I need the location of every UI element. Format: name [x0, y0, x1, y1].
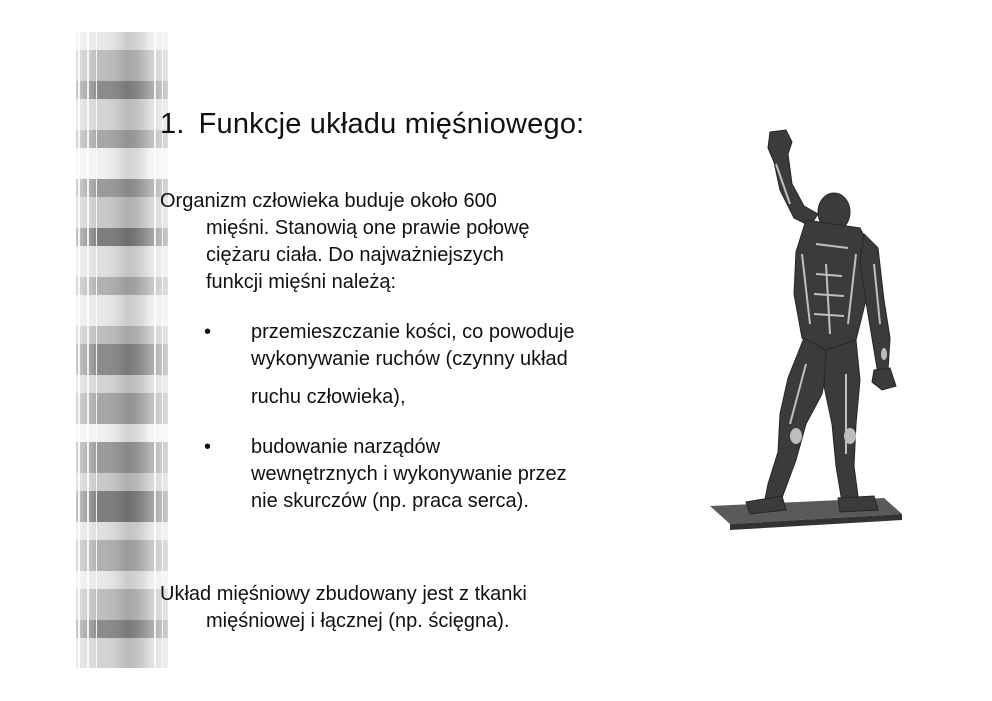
closing-line: Układ mięśniowy zbudowany jest z tkanki: [160, 583, 527, 605]
slide-title: [160, 108, 584, 141]
intro-line: ciężaru ciała. Do najważniejszych: [206, 244, 504, 266]
bullet-item: [160, 434, 680, 515]
bullet-line: nie skurczów (np. praca serca).: [251, 490, 529, 512]
intro-line: mięśni. Stanowią one prawie połowę: [206, 217, 530, 239]
bullet-line: ruchu człowieka),: [251, 386, 406, 408]
bullet-line: budowanie narządów: [251, 436, 441, 458]
intro-paragraph: [160, 188, 680, 296]
bullet-line: wykonywanie ruchów (czynny układ: [251, 348, 568, 370]
closing-line: mięśniowej i łącznej (np. ścięgna).: [206, 610, 510, 632]
title-number: 1.: [160, 108, 185, 140]
anatomical-muscle-figure: [706, 124, 906, 558]
title-text: Funkcje układu mięśniowego:: [198, 108, 585, 140]
decorative-striped-bar: [76, 32, 168, 668]
bullet-item: [160, 319, 680, 411]
intro-line: funkcji mięśni należą:: [206, 271, 397, 293]
closing-paragraph: [160, 581, 680, 635]
bullet-dot-icon: •: [204, 321, 212, 343]
bullet-line: przemieszczanie kości, co powoduje: [251, 321, 575, 343]
intro-line: Organizm człowieka buduje około 600: [160, 190, 497, 212]
bullet-line: wewnętrznych i wykonywanie przez: [251, 463, 567, 485]
bullet-dot-icon: •: [204, 436, 212, 458]
